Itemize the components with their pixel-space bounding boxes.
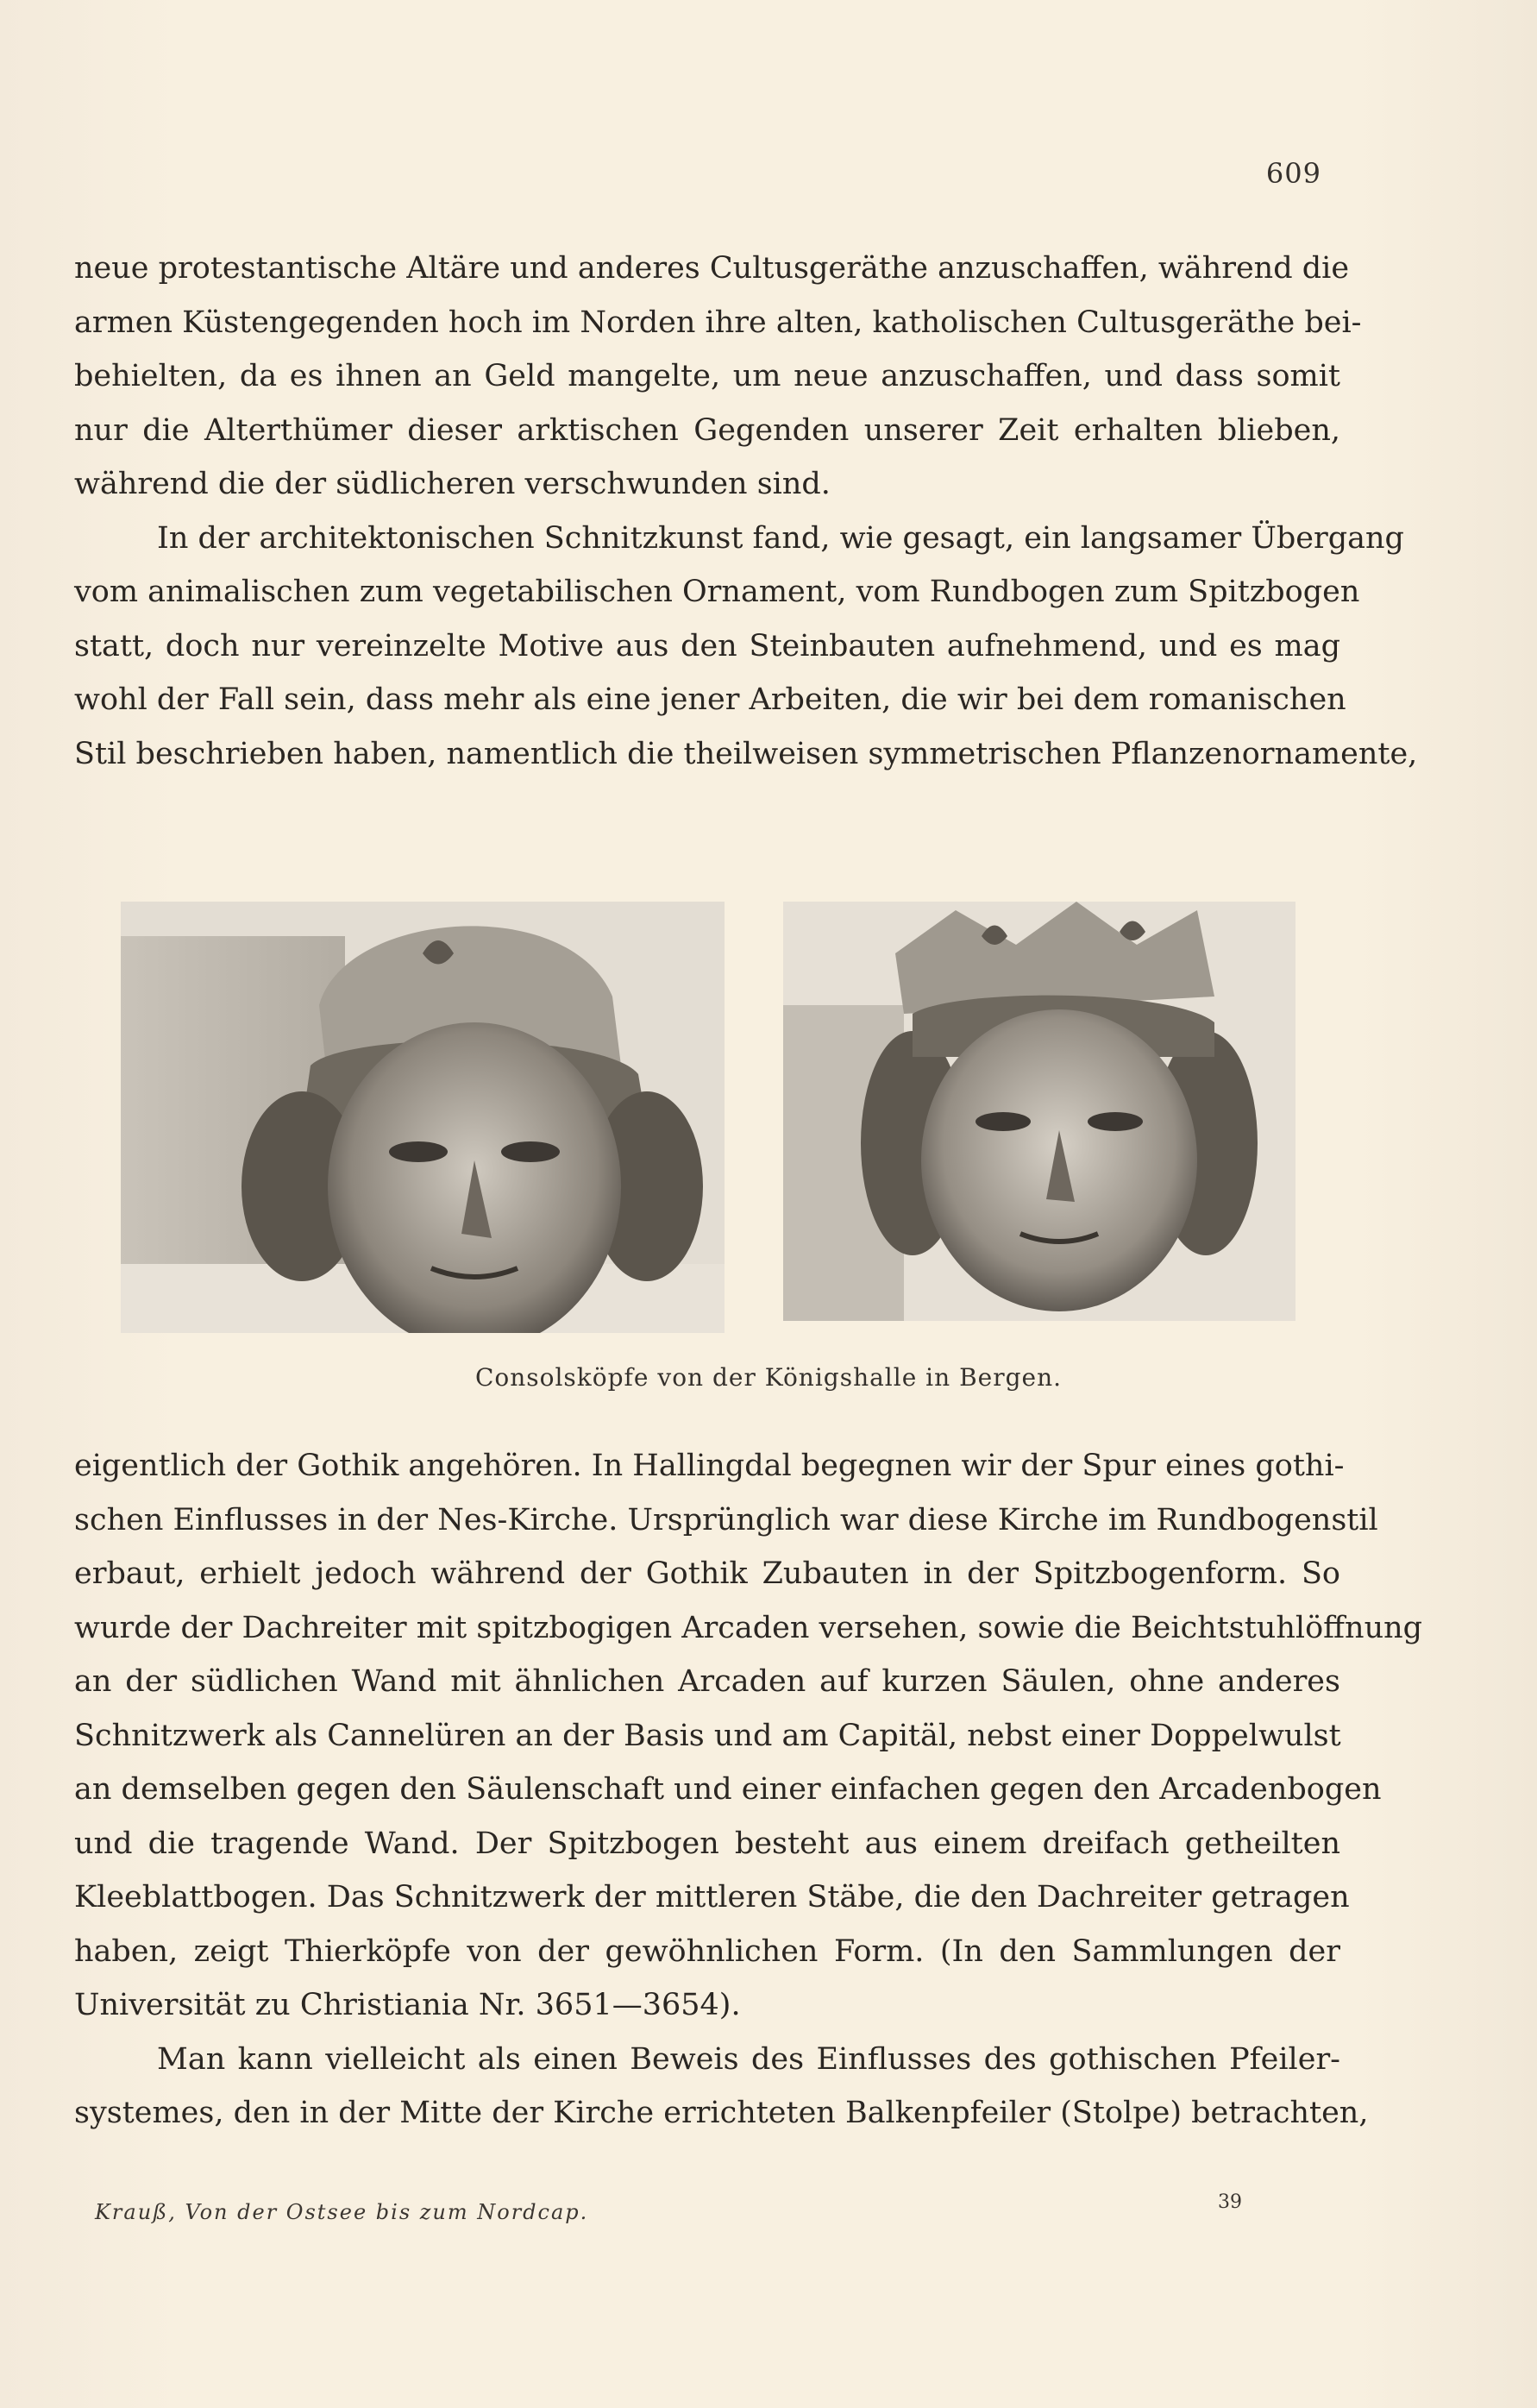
- signature-author: Krauß, Von der Ostsee bis zum Nordcap.: [95, 2200, 589, 2224]
- page-number: 609: [1265, 157, 1321, 190]
- text-line: Stil beschrieben haben, namentlich die theilweisen symmetrischen Pflanzenornamente,: [74, 736, 1418, 771]
- text-line: nur die Alterthümer dieser arktischen Gegenden unserer Zeit erhalten blieben,: [74, 412, 1340, 448]
- consol-head-right-illustration: [783, 902, 1295, 1321]
- text-line: an der südlichen Wand mit ähnlichen Arcaden auf kurzen Säulen, ohne anderes: [74, 1664, 1340, 1699]
- text-line: Schnitzwerk als Cannelüren an der Basis und am Capitäl, nebst einer Doppelwulst: [74, 1718, 1341, 1753]
- signature-number: 39: [1218, 2191, 1242, 2213]
- text-line: statt, doch nur vereinzelte Motive aus den Steinbauten aufnehmend, und es mag: [74, 628, 1340, 663]
- figure: [112, 833, 1346, 1337]
- text-line: an demselben gegen den Säulenschaft und einer einfachen gegen den Arcadenbogen: [74, 1772, 1382, 1807]
- text-line: und die tragende Wand. Der Spitzbogen besteht aus einem dreifach getheilten: [74, 1826, 1340, 1861]
- text-line: Universität zu Christiania Nr. 3651—3654).: [74, 1988, 741, 2022]
- text-line: Man kann vielleicht als einen Beweis des Einflusses des gothischen Pfeiler-: [157, 2041, 1340, 2077]
- body-text-bottom: [74, 1439, 1423, 2141]
- text-line: wohl der Fall sein, dass mehr als eine jener Arbeiten, die wir bei dem romanischen: [74, 682, 1346, 717]
- text-line: In der architektonischen Schnitzkunst fand, wie gesagt, ein langsamer Übergang: [157, 520, 1404, 556]
- text-line: haben, zeigt Thierköpfe von der gewöhnlichen Form. (In den Sammlungen der: [74, 1933, 1340, 1969]
- text-line: neue protestantische Altäre und anderes Cultusgeräthe anzuschaffen, während die: [74, 251, 1350, 286]
- text-line: eigentlich der Gothik angehören. In Hallingdal begegnen wir der Spur eines gothi-: [74, 1449, 1345, 1483]
- text-line: während die der südlicheren verschwunden sind.: [74, 467, 831, 501]
- figure-plate-right: [783, 902, 1295, 1321]
- text-line: behielten, da es ihnen an Geld mangelte, um neue anzuschaffen, und dass somit: [74, 359, 1340, 393]
- text-line: Kleeblattbogen. Das Schnitzwerk der mittleren Stäbe, die den Dachreiter getragen: [74, 1880, 1350, 1914]
- figure-caption: Consolsköpfe von der Königshalle in Bergen.: [474, 1363, 1063, 1392]
- text-line: vom animalischen zum vegetabilischen Ornament, vom Rundbogen zum Spitzbogen: [74, 575, 1360, 609]
- text-line: schen Einflusses in der Nes-Kirche. Ursprünglich war diese Kirche im Rundbogenstil: [74, 1502, 1378, 1537]
- text-line: systemes, den in der Mitte der Kirche errichteten Balkenpfeiler (Stolpe) betrachten,: [74, 2096, 1369, 2130]
- text-line: erbaut, erhielt jedoch während der Gothik Zubauten in der Spitzbogenform. So: [74, 1556, 1340, 1591]
- consol-head-left-illustration: [121, 902, 725, 1333]
- text-line: wurde der Dachreiter mit spitzbogigen Arcaden versehen, sowie die Beichtstuhlöffnung: [74, 1610, 1423, 1645]
- figure-plate-left: [121, 902, 725, 1333]
- text-line: armen Küstengegenden hoch im Norden ihre alten, katholischen Cultusgeräthe bei-: [74, 305, 1362, 340]
- body-text-top: [74, 242, 1418, 781]
